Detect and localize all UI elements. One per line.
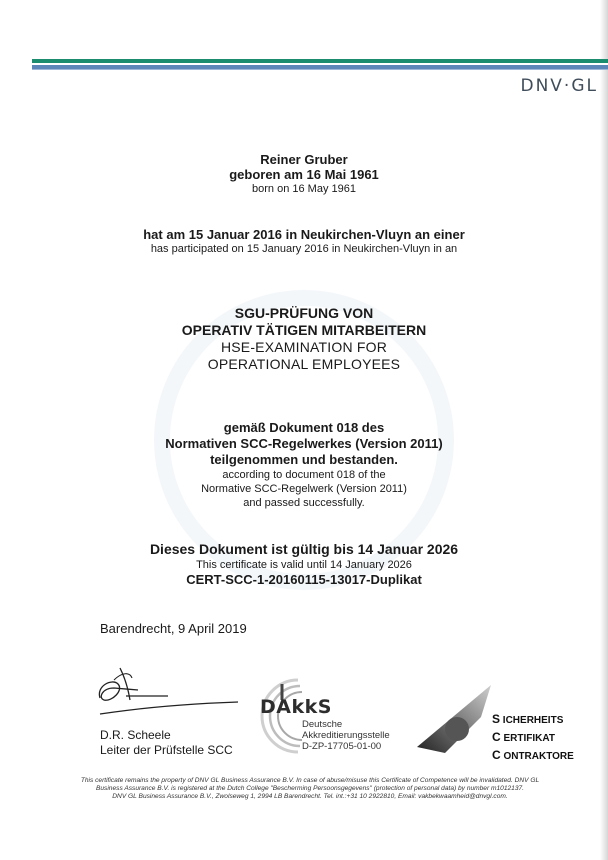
basis-de-2: Normativen SCC-Regelwerkes (Version 2011): [165, 436, 443, 451]
basis-en-1: according to document 018 of the: [222, 469, 386, 481]
scc-line-2: [492, 729, 574, 747]
basis-en-3: and passed successfully.: [243, 497, 365, 509]
validity-de: Dieses Dokument ist gültig bis 14 Januar 2026: [149, 541, 459, 557]
participation-de: hat am 15 Januar 2016 in Neukirchen-Vluyn an einer: [143, 227, 465, 242]
holder-birth-de: geboren am 16 Mai 1961: [229, 167, 379, 182]
certificate-number: CERT-SCC-1-20160115-13017-Duplikat: [186, 572, 422, 587]
signer-role: Leiter der Prüfstelle SCC: [100, 743, 233, 757]
exam-title-de-2: OPERATIV TÄTIGEN MITARBEITERN: [181, 322, 427, 338]
scc-line-1: [492, 711, 574, 729]
dakks-line-2: Akkreditierungsstelle: [302, 730, 390, 741]
scc-logo-icon: [415, 683, 495, 755]
footer-line-1: This certificate remains the property of DNV GL Business Assurance B.V. In case of abuse/misuse this Certificate of Competence will be invalidated. DNV GL: [80, 777, 540, 784]
signer-name: D.R. Scheele: [100, 728, 171, 742]
exam-title-en-1: HSE-EXAMINATION FOR: [220, 339, 388, 355]
footer-line-2: Business Assurance B.V. is registered at the Dutch College "Bescherming Persoonsgegevens" (protection of personal data) by number m1012137.: [95, 785, 524, 792]
validity-en: This certificate is valid until 14 January 2026: [196, 559, 412, 571]
dakks-line-1: Deutsche: [302, 719, 343, 730]
exam-title-en-2: OPERATIONAL EMPLOYEES: [207, 356, 401, 372]
signer-block: [100, 728, 233, 758]
scc-line-3: [492, 747, 574, 765]
basis-de-3: teilgenommen und bestanden.: [210, 452, 398, 467]
dnvgl-logo: DNV·GL: [520, 76, 598, 96]
holder-name: Reiner Gruber: [260, 152, 348, 167]
signature-image: [90, 660, 240, 730]
scc-initial-c1: C: [492, 730, 501, 744]
holder-birth-en: born on 16 May 1961: [252, 183, 356, 195]
scc-wordmark: [492, 711, 574, 765]
dakks-details: [302, 719, 390, 752]
scc-word-1: ICHERHEITS: [502, 715, 564, 726]
footer-disclaimer: [60, 777, 560, 801]
basis-de-1: gemäß Dokument 018 des: [223, 420, 385, 435]
dakks-line-3: D-ZP-17705-01-00: [302, 741, 382, 752]
scc-initial-s: S: [492, 712, 501, 726]
scc-initial-c2: C: [492, 748, 501, 762]
scc-word-3: ONTRAKTORE: [503, 751, 574, 762]
exam-title-de-1: SGU-PRÜFUNG VON: [234, 305, 374, 321]
basis-en-2: Normative SCC-Regelwerk (Version 2011): [201, 483, 407, 495]
scc-word-2: ERTIFIKAT: [503, 733, 555, 744]
participation-en: has participated on 15 January 2016 in Neukirchen-Vluyn in an: [150, 243, 458, 255]
footer-line-3: DNV GL Business Assurance B.V., Zwolseweg 1, 2994 LB Barendrecht. Tel. int.:+31 10 2922810, Email: vakbekwaamheid@dnvgl.com.: [112, 793, 508, 800]
header-stripe-light: [32, 69, 608, 70]
place-and-date: Barendrecht, 9 April 2019: [100, 621, 247, 636]
dakks-name: DAkkS: [260, 696, 332, 718]
